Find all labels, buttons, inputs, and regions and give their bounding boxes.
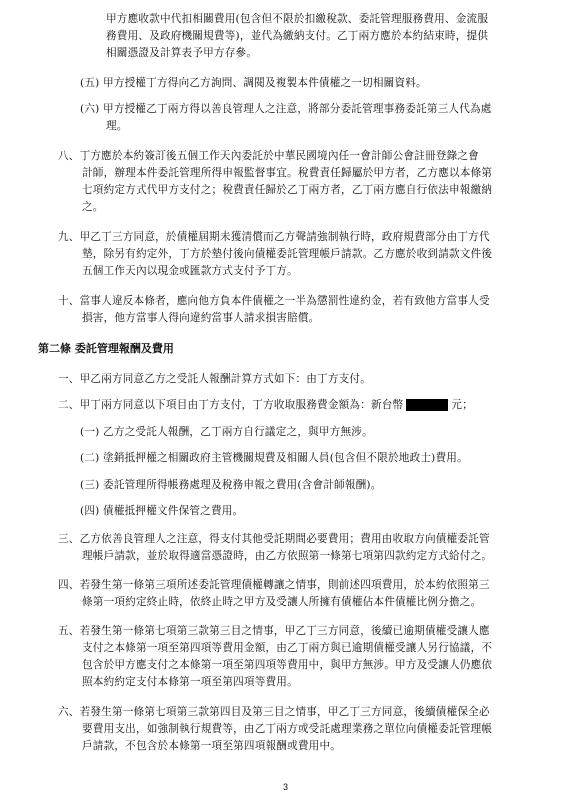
- text-line: (五) 甲方授權丁方得向乙方詢問、調閱及複製本件債權之一切相關資料。: [80, 77, 427, 89]
- text-segment: 二、甲丁兩方同意以下項目由丁方支付，丁方收取服務費金額為：新台幣: [58, 399, 404, 411]
- text-line: 一、甲乙兩方同意乙方之受託人報酬計算方式如下：由丁方支付。: [58, 373, 372, 385]
- text-line: 支付之本條第一項至第四項等費用金額，由乙丁兩方與已逾期債權受讓人另行協議，不: [82, 642, 493, 654]
- text-line: [58, 398, 473, 412]
- text-line: 相關憑證及計算表予甲方存參。: [106, 47, 258, 59]
- text-line: 之。: [82, 201, 104, 213]
- text-line: 九、甲乙丁三方同意，於債權屆期未獲清償而乙方聲請強制執行時，政府規費部分由丁方代: [58, 231, 490, 243]
- text-line: 損害，他方當事人得向違約當事人請求損害賠償。: [82, 312, 320, 324]
- text-line: 十、當事人違反本條者，應向他方負本件債權之一半為懲罰性違約金，若有致他方當事人受: [58, 295, 490, 307]
- text-line: 務費用、及政府機關規費等)，並代為繳納支付。乙丁兩方應於本約結束時，提供: [106, 30, 489, 42]
- text-line: 八、丁方應於本約簽訂後五個工作天內委託於中華民國境內任一會計師公會註冊登錄之會: [58, 150, 479, 162]
- section-heading: 第二條 委託管理報酬及費用: [38, 342, 174, 355]
- text-line: 戶請款，不包含於本條第一項至第四項報酬或費用中。: [82, 740, 342, 752]
- text-line: 三、乙方依善良管理人之注意，得支付其他受託期間必要費用；費用由收取方向債權委託管: [58, 533, 490, 545]
- text-line: 墊，除另有約定外，丁方於墊付後向債權委託管理帳戶請款。乙方應於收到請款文件後: [82, 248, 493, 260]
- text-line: 計師，辦理本件委託管理所得申報監督事宜。稅費責任歸屬於甲方者，乙方應以本條第: [82, 167, 493, 179]
- text-line: (一) 乙方之受託人報酬，乙丁兩方自行議定之，與甲方無涉。: [80, 426, 373, 438]
- text-line: (六) 甲方授權乙丁兩方得以善良管理人之注意，將部分委託管理事務委託第三人代為處: [80, 103, 492, 115]
- text-line: 甲方應收款中代扣相關費用(包含但不限於扣繳稅款、委託管理服務費用、金流服: [106, 13, 489, 25]
- text-segment: 元；: [451, 399, 473, 411]
- text-line: 六、若發生第一條第七項第三款第四目及第三目之情事，甲乙丁三方同意，後續債權保全必: [58, 706, 490, 718]
- text-line: 條第一項約定終止時，依終止時之甲方及受讓人所擁有債權佔本件債權比例分擔之。: [82, 596, 482, 608]
- text-line: 五個工作天內以現金或匯款方式支付予丁方。: [82, 265, 298, 277]
- text-line: 四、若發生第一條第三項所述委託管理債權轉讓之情事，則前述四項費用，於本約依照第三: [58, 579, 490, 591]
- text-line: (三) 委託管理所得帳務處理及稅務申報之費用(含會計師報酬)。: [80, 479, 382, 491]
- text-line: 要費用支出，如強制執行規費等，由乙丁兩方或受託處理業務之單位向債權委託管理帳: [82, 723, 493, 735]
- text-line: 五、若發生第一條第七項第三款第三目之情事，甲乙丁三方同意，後續已逾期債權受讓人應: [58, 625, 490, 637]
- text-line: (四) 債權抵押權文件保管之費用。: [80, 505, 244, 517]
- text-line: 理帳戶請款，並於取得適當憑證時，由乙方依照第一條第七項第四款約定方式給付之。: [82, 550, 493, 562]
- text-line: (二) 塗銷抵押權之相關政府主管機關規費及相關人員(包含但不限於地政士)費用。: [80, 452, 468, 464]
- page-number: 3: [283, 782, 289, 792]
- text-line: 照本約約定支付本條第一項至第四項等費用。: [82, 676, 298, 688]
- text-line: 包含於甲方應支付之本條第一項至第四項等費用中，與甲方無涉。甲方及受讓人仍應依: [82, 659, 493, 671]
- redaction-block: [406, 399, 448, 411]
- text-line: 理。: [106, 120, 128, 132]
- text-line: 七項約定方式代甲方支付之；稅費責任歸於乙丁兩方者，乙丁兩方應自行依法申報繳納: [82, 184, 493, 196]
